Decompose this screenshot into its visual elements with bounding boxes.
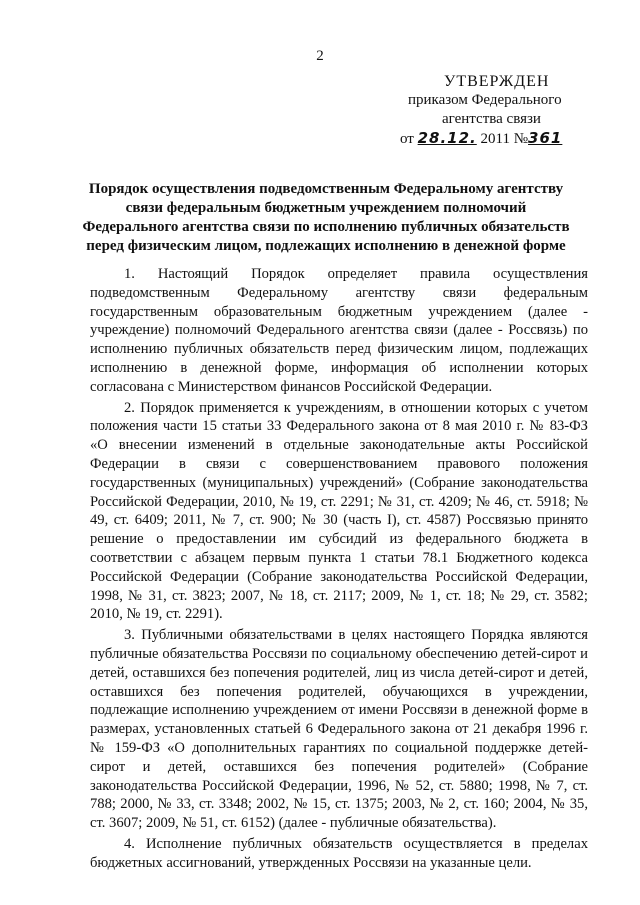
approval-agency-line: агентства связи [442,111,541,127]
page-number: 2 [316,48,324,64]
approval-date-line [398,129,598,149]
document-body [90,265,588,873]
paragraph-3: 3. Публичными обязательствами в целях настоящего Порядка являются публичные обязательства Россвязи по социальному обеспечению детей-сирот и детей, оставшихся без попечения родителей, лиц из числа детей-сирот и детей, оставшихся без попечения родителей, обучающихся в учреждении, подлежащие исполнению учреждением от имени Россвязи в денежной форме в размерах, установленных статьей 6 Федерального закона от 21 декабря 1996 г. № 159-ФЗ «О дополнительных гарантиях по социальной поддержке детей-сирот и детей, оставшихся без попечения родителей» (Собрание законодательства Российской Федерации, 1996, № 52, ст. 5880; 1998, № 7, ст. 788; 2000, № 33, ст. 3348; 2002, № 15, ст. 1375; 2003, № 2, ст. 160; 2004, № 35, ст. 3607; 2009, № 51, ст. 6152) (далее - публичные обязательства). [90,627,588,832]
paragraph-2: 2. Порядок применяется к учреждениям, в отношении которых с учетом положения части 15 статьи 33 Федерального закона от 8 мая 2010 г. № 83-ФЗ «О внесении изменений в отдельные законодательные акты Российской Федерации в связи с совершенствованием правового положения государственных (муниципальных) учреждений» (Собрание законодательства Российской Федерации, 2010, № 19, ст. 2291; № 31, ст. 4209; № 46, ст. 5918; № 49, ст. 6409; 2011, № 7, ст. 900; № 30 (часть I), ст. 4587) Россвязью принято решение о предоставлении им субсидий из федерального бюджета в соответствии с абзацем первым пункта 1 статьи 78.1 Бюджетного кодекса Российской Федерации (Собрание законодательства Российской Федерации, 1998, № 31, ст. 3823; 2007, № 18, ст. 2117; 2009, № 1, ст. 18; № 29, ст. 3582; 2010, № 19, ст. 2291). [90,399,588,623]
approval-stamp [398,72,598,149]
paragraph-1: 1. Настоящий Порядок определяет правила осуществления подведомственным Федеральному агентству связи федеральным государственным образовательным бюджетным учреждением (далее - учреждение) полномочий Федерального агентства связи (далее - Россвязь) по исполнению публичных обязательств перед физическим лицом, подлежащих исполнению в денежной форме, информация об исполнении которых согласована с Министерством финансов Российской Федерации. [90,266,588,395]
date-prefix: от [400,131,414,147]
document-title: Порядок осуществления подведомственным Федеральному агентству связи федеральным бюджетным учреждением полномочий Федерального агентства связи по исполнению публичных обязательств перед физическим лицом, подлежащих исполнению в денежной форме [82,181,570,254]
approval-heading: УТВЕРЖДЕН [444,73,550,90]
handwritten-date: 28.12. [417,129,477,147]
paragraph-4: 4. Исполнение публичных обязательств осуществляется в пределах бюджетных ассигнований, утвержденных Россвязи на указанные цели. [90,835,588,871]
handwritten-order-number: 361 [528,129,563,147]
approval-order-line: приказом Федерального [408,92,562,108]
number-prefix: № [513,131,529,147]
year: 2011 [480,131,510,147]
